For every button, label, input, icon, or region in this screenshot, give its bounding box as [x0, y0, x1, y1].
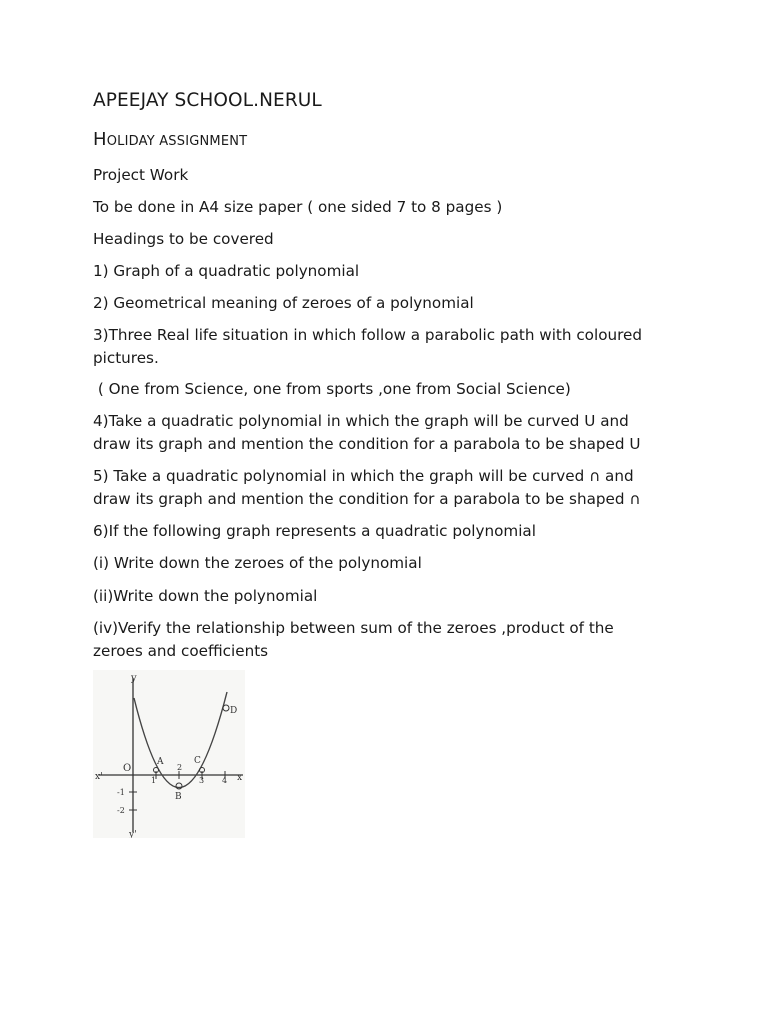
origin-label: O: [123, 763, 132, 774]
item-3: 3)Three Real life situation in which follow a parabolic path with coloured pictures.: [93, 326, 643, 367]
headings-label: Headings to be covered: [93, 230, 274, 248]
tick-label-3: 3: [199, 776, 205, 785]
item-6-i: (i) Write down the zeroes of the polynomial: [93, 554, 422, 572]
tick-label-1: 1: [151, 776, 157, 785]
item-6: 6)If the following graph represents a quadratic polynomial: [93, 522, 536, 540]
point-d-label: D: [230, 706, 238, 716]
project-work-label: Project Work: [93, 166, 189, 184]
tick-label-4: 4: [222, 776, 228, 785]
tick-label-neg2: -2: [117, 806, 125, 815]
x-axis-label: x: [237, 773, 243, 783]
point-a-label: A: [157, 757, 164, 767]
item-1: 1) Graph of a quadratic polynomial: [93, 262, 360, 280]
parabola-graph-figure: [93, 670, 245, 838]
y-axis-neg-label: y': [129, 830, 137, 838]
assignment-heading-rest: OLIDAY ASSIGNMENT: [106, 134, 248, 149]
parabola-graph: [93, 670, 245, 838]
item-6-ii: (ii)Write down the polynomial: [93, 587, 318, 605]
item-6-iv: (iv)Verify the relationship between sum of the zeroes ,product of the zeroes and coefficients: [93, 619, 614, 660]
y-axis-label: y: [131, 673, 137, 684]
tick-label-neg1: -1: [117, 788, 125, 797]
paper-instruction: To be done in A4 size paper ( one sided 7 to 8 pages ): [93, 198, 503, 216]
assignment-heading: [93, 129, 247, 150]
x-axis-neg-label: x': [95, 772, 103, 782]
assignment-heading-initial: H: [93, 129, 107, 150]
point-c-label: C: [194, 756, 201, 766]
item-2: 2) Geometrical meaning of zeroes of a polynomial: [93, 294, 474, 312]
point-b-label: B: [175, 792, 182, 802]
school-name: APEEJAY SCHOOL.NERUL: [93, 90, 322, 111]
item-3-note: ( One from Science, one from sports ,one from Social Science): [93, 380, 571, 398]
figure-background: [93, 670, 245, 838]
item-4: 4)Take a quadratic polynomial in which the graph will be curved U and draw its graph and mention the condition for a parabola to be shaped U: [93, 412, 641, 453]
tick-label-2: 2: [177, 763, 183, 772]
item-5: 5) Take a quadratic polynomial in which the graph will be curved ∩ and draw its graph and mention the condition for a parabola to be shaped ∩: [93, 467, 641, 508]
